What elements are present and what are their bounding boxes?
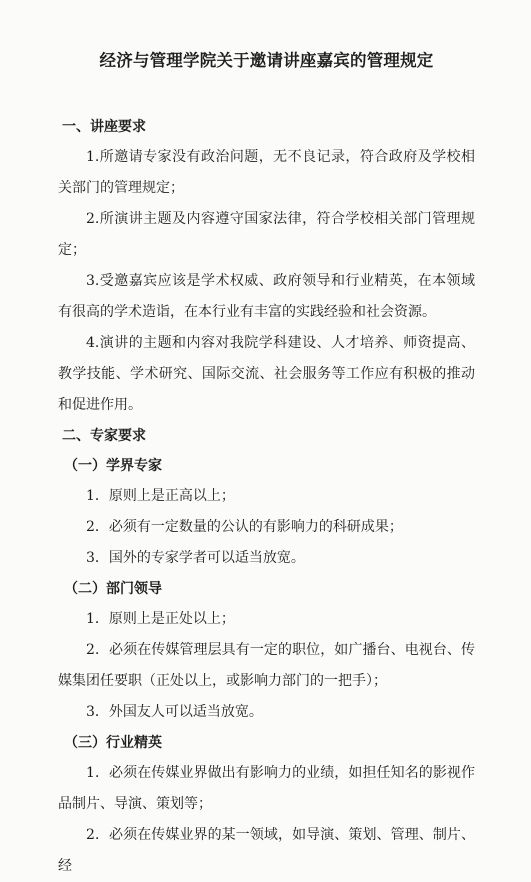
subsection-heading-industry-elites: （三）行业精英 (64, 735, 162, 751)
academic-expert-item: 2．必须有一定数量的公认的有影响力的科研成果； (86, 519, 403, 535)
lecture-requirement-item: 3.受邀嘉宾应该是学术权威、政府领导和行业精英，在本领域有很高的学术造诣，在本行业有丰富的实践经验和社会资源。 (58, 273, 475, 320)
department-leader-item: 2．必须在传媒管理层具有一定的职位，如广播台、电视台、传媒集团任要职（正处以上，或影响力部门的一把手）； (58, 642, 475, 689)
section-heading-lecture-requirements: 一、讲座要求 (62, 119, 146, 135)
industry-elite-item: 1．必须在传媒业界做出有影响力的业绩，如担任知名的影视作品制片、导演、策划等； (58, 765, 475, 812)
section-heading-expert-requirements: 二、专家要求 (62, 428, 146, 444)
lecture-requirement-item: 1.所邀请专家没有政治问题，无不良记录，符合政府及学校相关部门的管理规定； (58, 149, 475, 196)
academic-expert-item: 1．原则上是正高以上； (86, 488, 235, 504)
department-leader-item: 3．外国友人可以适当放宽。 (86, 704, 263, 720)
industry-elite-item: 2．必须在传媒业界的某一领域，如导演、策划、管理、制片、经 (58, 827, 475, 874)
department-leader-item: 1．原则上是正处以上； (86, 611, 235, 627)
subsection-heading-department-leaders: （二）部门领导 (64, 581, 162, 597)
subsection-heading-academic-experts: （一）学界专家 (64, 458, 162, 474)
document-title: 经济与管理学院关于邀请讲座嘉宾的管理规定 (99, 51, 434, 70)
lecture-requirement-item: 2.所演讲主题及内容遵守国家法律，符合学校相关部门管理规定； (58, 211, 475, 258)
academic-expert-item: 3．国外的专家学者可以适当放宽。 (86, 550, 305, 566)
lecture-requirement-item: 4.演讲的主题和内容对我院学科建设、人才培养、师资提高、教学技能、学术研究、国际交流、社会服务等工作应有积极的推动和促进作用。 (58, 335, 475, 413)
